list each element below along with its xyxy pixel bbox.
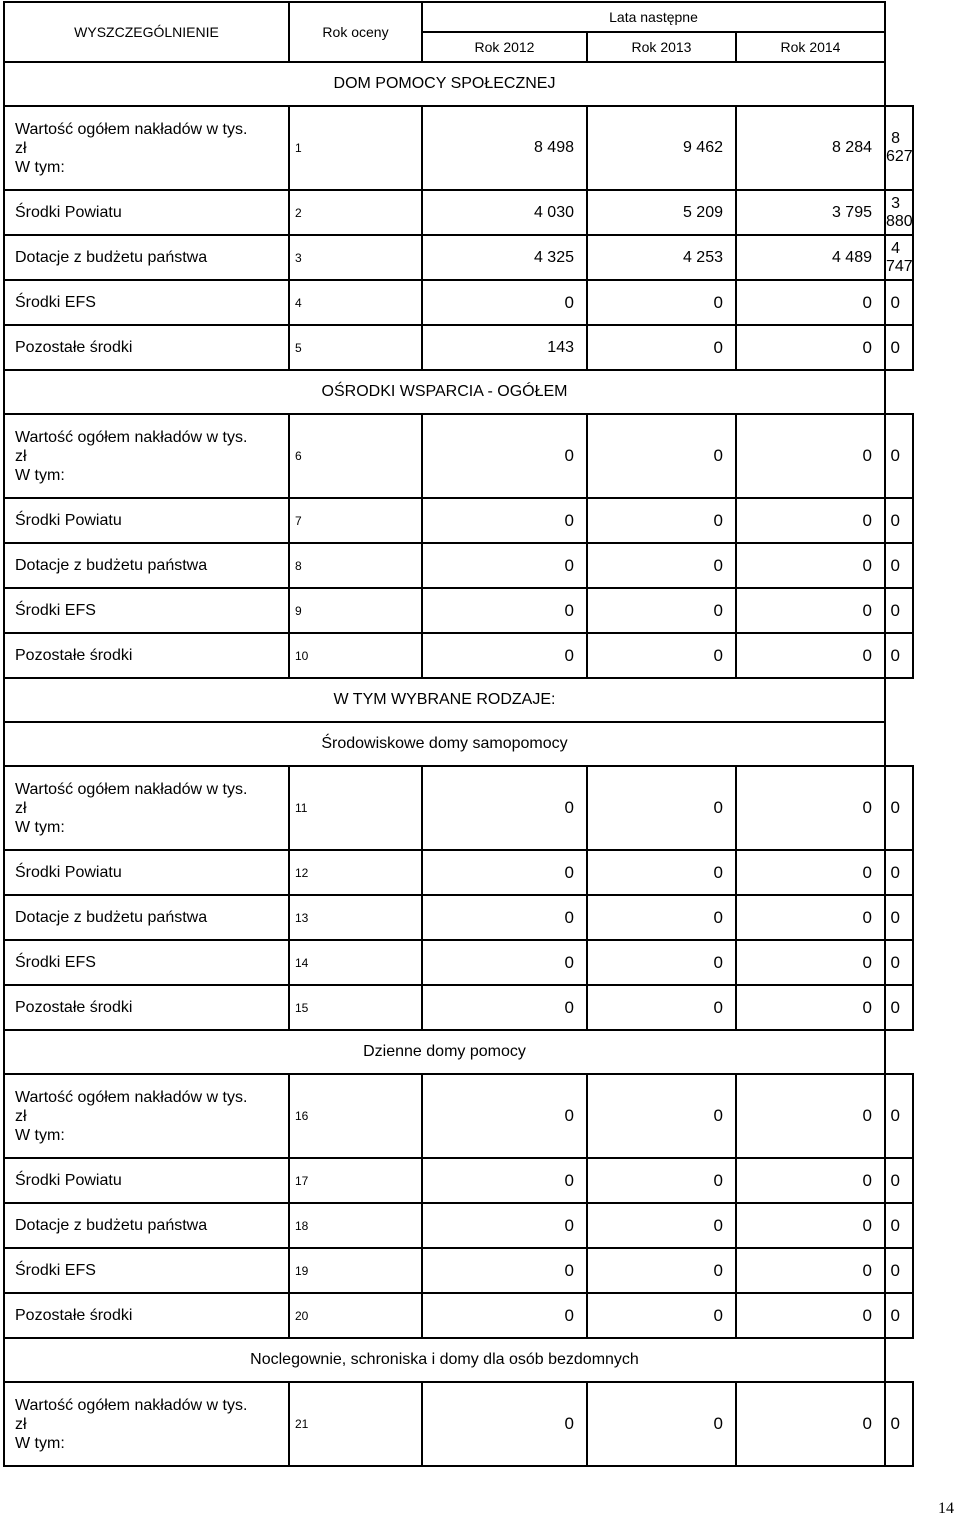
row-value: 0	[885, 1203, 913, 1248]
row-label-line: W tym:	[15, 818, 65, 836]
table-row	[4, 850, 913, 895]
row-label	[4, 1158, 289, 1203]
row-value: 143	[422, 325, 587, 370]
row-value: 0	[422, 895, 587, 940]
row-number: 10	[289, 633, 422, 678]
row-number: 15	[289, 985, 422, 1030]
row-number: 7	[289, 498, 422, 543]
row-value: 8 627	[885, 106, 913, 190]
row-value: 3 880	[885, 190, 913, 235]
row-value: 0	[885, 1248, 913, 1293]
row-value: 0	[587, 280, 736, 325]
row-value: 0	[422, 1158, 587, 1203]
row-label-line: W tym:	[15, 158, 65, 176]
table-row	[4, 543, 913, 588]
row-label-line: Pozostałe środki	[15, 647, 133, 664]
row-value: 0	[736, 633, 885, 678]
row-value: 0	[587, 850, 736, 895]
row-value: 0	[422, 588, 587, 633]
row-label	[4, 940, 289, 985]
row-value: 0	[422, 850, 587, 895]
table-row	[4, 1293, 913, 1338]
row-value: 0	[422, 1382, 587, 1466]
header-wyszczegolnienie: WYSZCZEGÓLNIENIE	[4, 2, 289, 62]
row-value: 0	[736, 766, 885, 850]
section-title-row	[4, 678, 913, 722]
row-number: 19	[289, 1248, 422, 1293]
row-label-line: Środki Powiatu	[15, 204, 122, 221]
table-row	[4, 940, 913, 985]
section-title: Dzienne domy pomocy	[4, 1030, 885, 1074]
row-value: 0	[422, 543, 587, 588]
row-value: 0	[885, 280, 913, 325]
row-value: 0	[422, 766, 587, 850]
row-label	[4, 325, 289, 370]
row-number: 8	[289, 543, 422, 588]
table-row	[4, 1203, 913, 1248]
table-row	[4, 280, 913, 325]
row-value: 0	[422, 498, 587, 543]
row-number: 21	[289, 1382, 422, 1466]
row-value: 0	[587, 1203, 736, 1248]
row-label-line: Środki Powiatu	[15, 512, 122, 529]
row-label	[4, 498, 289, 543]
row-value: 0	[736, 1074, 885, 1158]
table-row	[4, 766, 913, 850]
row-label-line: Środki Powiatu	[15, 1172, 122, 1189]
row-value: 4 489	[736, 235, 885, 280]
row-label	[4, 1248, 289, 1293]
row-value: 0	[885, 1293, 913, 1338]
header-year-2014: Rok 2014	[736, 32, 885, 62]
row-value: 0	[736, 1203, 885, 1248]
row-value: 0	[587, 1248, 736, 1293]
row-value: 0	[736, 1248, 885, 1293]
row-value: 0	[736, 280, 885, 325]
row-value: 0	[885, 543, 913, 588]
row-label-line: zł	[15, 1415, 27, 1433]
row-value: 0	[885, 1074, 913, 1158]
row-value: 0	[587, 985, 736, 1030]
row-value: 0	[736, 985, 885, 1030]
row-value: 0	[736, 325, 885, 370]
row-label-line: Pozostałe środki	[15, 1307, 133, 1324]
row-value: 0	[422, 633, 587, 678]
row-label	[4, 414, 289, 498]
row-value: 0	[422, 1248, 587, 1293]
row-label	[4, 850, 289, 895]
row-label-line: Środki Powiatu	[15, 864, 122, 881]
row-value: 0	[587, 414, 736, 498]
row-value: 5 209	[587, 190, 736, 235]
section-title: W TYM WYBRANE RODZAJE:	[4, 678, 885, 722]
table-row	[4, 498, 913, 543]
row-label	[4, 543, 289, 588]
section-title: Noclegownie, schroniska i domy dla osób bezdomnych	[4, 1338, 885, 1382]
row-value: 0	[587, 588, 736, 633]
row-value: 0	[885, 766, 913, 850]
section-title-row	[4, 1338, 913, 1382]
table-row	[4, 106, 913, 190]
table-row	[4, 235, 913, 280]
table-row	[4, 1158, 913, 1203]
row-label	[4, 190, 289, 235]
row-label-line: W tym:	[15, 1434, 65, 1452]
row-label-line: Wartość ogółem nakładów w tys.	[15, 780, 248, 798]
row-value: 0	[885, 940, 913, 985]
row-value: 0	[736, 1293, 885, 1338]
row-value: 0	[736, 895, 885, 940]
row-number: 18	[289, 1203, 422, 1248]
row-value: 0	[736, 588, 885, 633]
row-label-line: Środki EFS	[15, 294, 96, 311]
row-value: 0	[422, 1203, 587, 1248]
row-label	[4, 1293, 289, 1338]
row-value: 0	[885, 414, 913, 498]
row-number: 4	[289, 280, 422, 325]
row-value: 0	[422, 414, 587, 498]
row-label-line: Dotacje z budżetu państwa	[15, 1217, 208, 1234]
page-number: 14	[938, 1500, 954, 1517]
row-value: 4 747	[885, 235, 913, 280]
row-value: 0	[587, 1074, 736, 1158]
row-value: 0	[885, 498, 913, 543]
table-row	[4, 985, 913, 1030]
row-label-line: Dotacje z budżetu państwa	[15, 557, 208, 574]
row-value: 3 795	[736, 190, 885, 235]
row-value: 0	[587, 498, 736, 543]
section-title-row	[4, 1030, 913, 1074]
row-label	[4, 280, 289, 325]
table-row	[4, 1382, 913, 1466]
row-label-line: zł	[15, 799, 27, 817]
row-value: 8 498	[422, 106, 587, 190]
row-label-line: W tym:	[15, 1126, 65, 1144]
row-label-line: Wartość ogółem nakładów w tys.	[15, 1396, 248, 1414]
row-label-line: zł	[15, 139, 27, 157]
row-number: 6	[289, 414, 422, 498]
section-title-row	[4, 722, 913, 766]
row-label	[4, 588, 289, 633]
section-title: Środowiskowe domy samopomocy	[4, 722, 885, 766]
row-number: 13	[289, 895, 422, 940]
table-row	[4, 633, 913, 678]
row-label-line: Wartość ogółem nakładów w tys.	[15, 1088, 248, 1106]
header-year-2012: Rok 2012	[422, 32, 587, 62]
row-value: 4 030	[422, 190, 587, 235]
row-label	[4, 633, 289, 678]
row-label-line: Środki EFS	[15, 1262, 96, 1279]
row-value: 0	[885, 325, 913, 370]
row-value: 0	[736, 1382, 885, 1466]
row-value: 0	[736, 850, 885, 895]
row-number: 5	[289, 325, 422, 370]
row-value: 0	[885, 985, 913, 1030]
row-label-line: W tym:	[15, 466, 65, 484]
row-value: 0	[587, 766, 736, 850]
row-number: 17	[289, 1158, 422, 1203]
row-value: 0	[736, 940, 885, 985]
row-value: 4 253	[587, 235, 736, 280]
row-value: 0	[587, 940, 736, 985]
row-number: 16	[289, 1074, 422, 1158]
row-value: 0	[587, 543, 736, 588]
row-value: 0	[587, 1158, 736, 1203]
row-label-line: Środki EFS	[15, 954, 96, 971]
row-value: 0	[885, 895, 913, 940]
row-label	[4, 106, 289, 190]
row-label	[4, 1203, 289, 1248]
row-value: 0	[736, 414, 885, 498]
row-label-line: zł	[15, 1107, 27, 1125]
row-value: 0	[587, 1382, 736, 1466]
section-title-row	[4, 370, 913, 414]
table-row	[4, 325, 913, 370]
header-rok-oceny: Rok oceny	[289, 2, 422, 62]
row-number: 2	[289, 190, 422, 235]
row-value: 0	[885, 1158, 913, 1203]
row-number: 9	[289, 588, 422, 633]
row-number: 1	[289, 106, 422, 190]
row-value: 0	[422, 280, 587, 325]
table-body	[4, 2, 913, 1466]
table-row	[4, 414, 913, 498]
row-value: 0	[885, 1382, 913, 1466]
row-label	[4, 895, 289, 940]
row-value: 4 325	[422, 235, 587, 280]
row-label-line: zł	[15, 447, 27, 465]
table-row	[4, 895, 913, 940]
row-label-line: Wartość ogółem nakładów w tys.	[15, 428, 248, 446]
row-value: 0	[587, 1293, 736, 1338]
table-row	[4, 1074, 913, 1158]
section-title-row	[4, 62, 913, 106]
row-value: 0	[736, 498, 885, 543]
row-value: 8 284	[736, 106, 885, 190]
header-row-top	[4, 2, 913, 32]
row-number: 20	[289, 1293, 422, 1338]
row-value: 0	[885, 633, 913, 678]
section-title: OŚRODKI WSPARCIA - OGÓŁEM	[4, 370, 885, 414]
row-label-line: Dotacje z budżetu państwa	[15, 909, 208, 926]
row-value: 0	[422, 1293, 587, 1338]
row-value: 0	[885, 850, 913, 895]
row-value: 0	[422, 940, 587, 985]
row-number: 12	[289, 850, 422, 895]
row-value: 0	[422, 1074, 587, 1158]
row-label	[4, 766, 289, 850]
row-label-line: Dotacje z budżetu państwa	[15, 249, 208, 266]
row-label	[4, 1074, 289, 1158]
section-title: DOM POMOCY SPOŁECZNEJ	[4, 62, 885, 106]
row-label-line: Środki EFS	[15, 602, 96, 619]
row-number: 3	[289, 235, 422, 280]
investment-table	[3, 1, 914, 1467]
header-year-2013: Rok 2013	[587, 32, 736, 62]
row-value: 0	[587, 633, 736, 678]
row-value: 9 462	[587, 106, 736, 190]
row-label	[4, 985, 289, 1030]
row-value: 0	[587, 895, 736, 940]
table-row	[4, 1248, 913, 1293]
row-label	[4, 235, 289, 280]
row-label-line: Pozostałe środki	[15, 339, 133, 356]
header-lata-nastepne: Lata następne	[422, 2, 885, 32]
table-row	[4, 190, 913, 235]
table-row	[4, 588, 913, 633]
row-number: 14	[289, 940, 422, 985]
row-label-line: Wartość ogółem nakładów w tys.	[15, 120, 248, 138]
row-value: 0	[422, 985, 587, 1030]
row-number: 11	[289, 766, 422, 850]
row-value: 0	[736, 1158, 885, 1203]
row-value: 0	[587, 325, 736, 370]
row-value: 0	[736, 543, 885, 588]
row-label-line: Pozostałe środki	[15, 999, 133, 1016]
row-value: 0	[885, 588, 913, 633]
row-label	[4, 1382, 289, 1466]
